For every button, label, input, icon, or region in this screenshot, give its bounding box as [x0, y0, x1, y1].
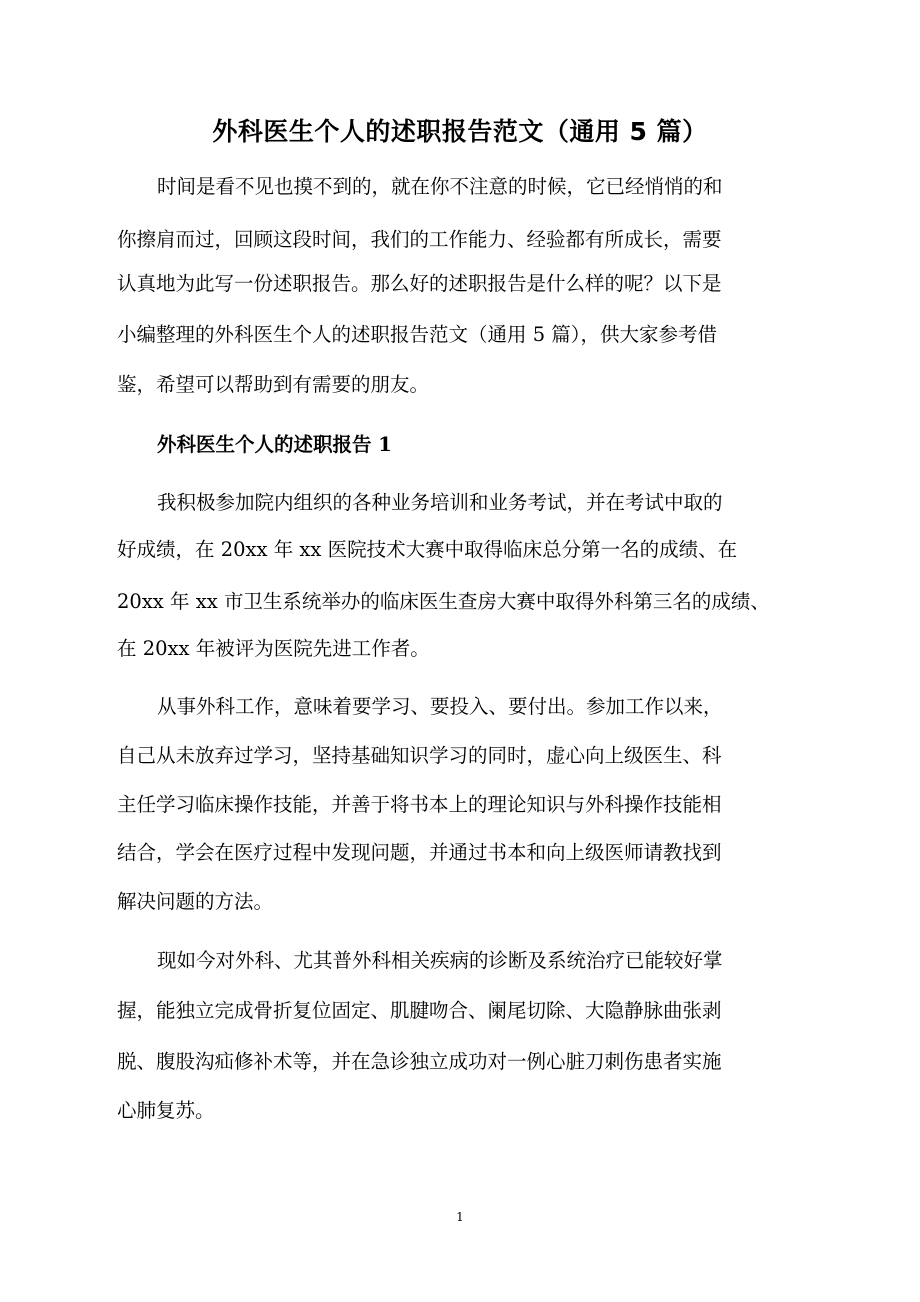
text-line: 鉴，希望可以帮助到有需要的朋友。 — [117, 373, 430, 396]
section-heading: 外科医生个人的述职报告 1 — [157, 433, 392, 456]
text-line: 脱、腹股沟疝修补术等，并在急诊独立成功对一例心脏刀刺伤患者实施 — [117, 1050, 722, 1073]
text-line: 在 20xx 年被评为医院先进工作者。 — [117, 637, 430, 660]
text-line: 我积极参加院内组织的各种业务培训和业务考试，并在考试中取的 — [157, 491, 723, 514]
text-line: 自己从未放弃过学习，坚持基础知识学习的同时，虚心向上级医生、科 — [117, 744, 722, 767]
document-title: 外科医生个人的述职报告范文（通用 5 篇） — [212, 117, 708, 146]
text-line: 心肺复苏。 — [117, 1099, 215, 1122]
text-line: 主任学习临床操作技能，并善于将书本上的理论知识与外科操作技能相 — [117, 793, 722, 816]
text-line: 握，能独立完成骨折复位固定、肌腱吻合、阑尾切除、大隐静脉曲张剥 — [117, 999, 722, 1022]
text-line: 结合，学会在医疗过程中发现问题，并通过书本和向上级医师请教找到 — [117, 841, 722, 864]
page-number: 1 — [456, 1210, 464, 1224]
text-line: 现如今对外科、尤其普外科相关疾病的诊断及系统治疗已能较好掌 — [157, 949, 723, 972]
text-line: 小编整理的外科医生个人的述职报告范文（通用 5 篇），供大家参考借 — [117, 323, 718, 346]
text-line: 认真地为此写一份述职报告。那么好的述职报告是什么样的呢？以下是 — [117, 272, 722, 295]
text-line: 从事外科工作，意味着要学习、要投入、要付出。参加工作以来， — [157, 695, 723, 718]
text-line: 好成绩，在 20xx 年 xx 医院技术大赛中取得临床总分第一名的成绩、在 — [117, 538, 738, 561]
text-line: 时间是看不见也摸不到的，就在你不注意的时候，它已经悄悄的和 — [157, 175, 723, 198]
text-line: 解决问题的方法。 — [117, 890, 274, 913]
text-line: 20xx 年 xx 市卫生系统举办的临床医生查房大赛中取得外科第三名的成绩、 — [117, 590, 770, 613]
text-line: 你擦肩而过，回顾这段时间，我们的工作能力、经验都有所成长，需要 — [117, 228, 722, 251]
